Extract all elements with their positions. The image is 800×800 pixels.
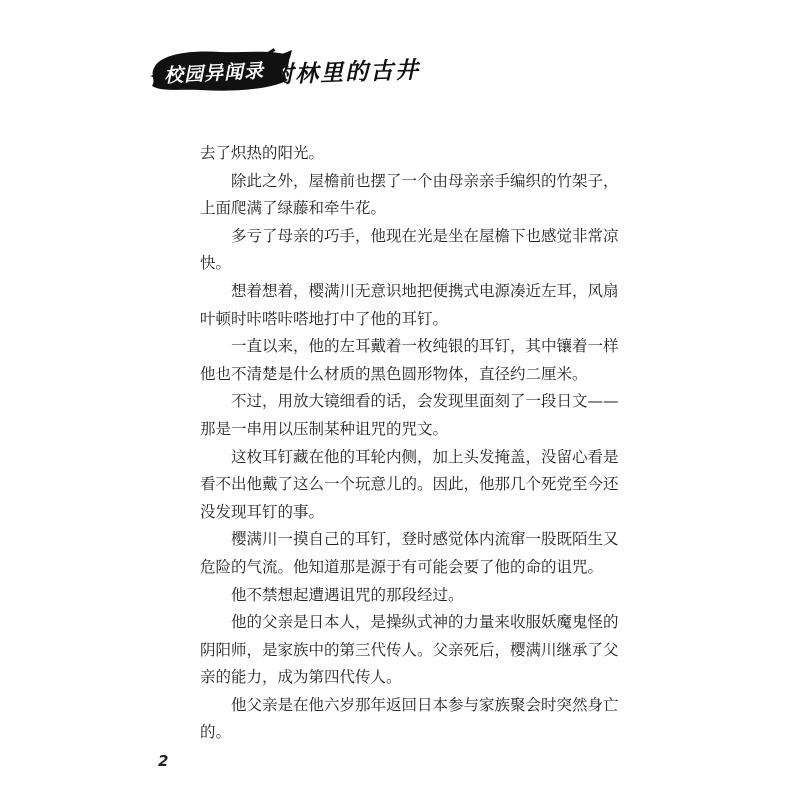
page-number: 2 (158, 752, 169, 770)
paragraph: 除此之外，屋檐前也摆了一个由母亲亲手编织的竹架子，上面爬满了绿藤和牵牛花。 (200, 171, 619, 218)
body-text (200, 140, 620, 747)
paragraph: 他不禁想起遭遇诅咒的那段经过。 (231, 585, 464, 604)
paragraph: 他父亲是在他六岁那年返回日本参与家族聚会时突然身亡的。 (200, 695, 619, 742)
paragraph: 樱满川一摸自己的耳钉，登时感觉体内流窜一股既陌生又危险的气流。他知道那是源于有可能会要了他的命的诅咒。 (200, 530, 619, 576)
paragraph: 多亏了母亲的巧手，他现在光是坐在屋檐下也感觉非常凉快。 (200, 226, 619, 273)
paragraph: 他的父亲是日本人，是操纵式神的力量来收服妖魔鬼怪的阴阳师，是家族中的第三代传人。父亲死后，樱满川继承了父亲的能力，成为第四代传人。 (200, 613, 619, 687)
paragraph: 一直以来，他的左耳戴着一枚纯银的耳钉，其中镶着一样他也不清楚是什么材质的黑色圆形物体，直径约二厘米。 (200, 337, 619, 383)
paragraph: 这枚耳钉藏在他的耳轮内侧，加上头发掩盖，没留心看是看不出他戴了这么一个玩意儿的。因此，他那几个死党至今还没发现耳钉的事。 (200, 447, 619, 521)
paragraph: 不过，用放大镜细看的话，会发现里面刻了一段日文——那是一串用以压制某种诅咒的咒文。 (200, 392, 619, 438)
page-header (150, 42, 480, 102)
chapter-title: 树林里的古井 (269, 51, 420, 89)
series-title: 校园异闻录 (163, 59, 265, 88)
paragraph: 想着想着，樱满川无意识地把便携式电源凑近左耳，风扇叶顿时咔嗒咔嗒地打中了他的耳钉。 (200, 281, 619, 328)
paragraph: 去了炽热的阳光。 (200, 144, 325, 162)
